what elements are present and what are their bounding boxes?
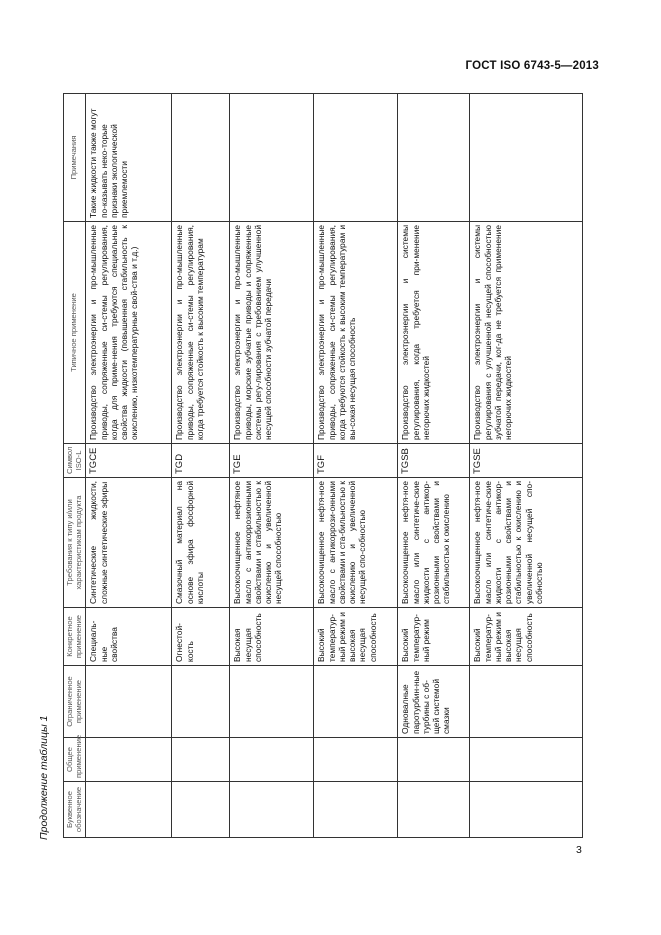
table-row [86,94,172,838]
cell-specific: Высокий температур-ный режим [398,608,470,666]
cell-requirements: Высокоочищенное нефтя-ное масло с антикоррози-онными свойствами и ста-бильностью к окислению и увеличенной несущей спо-собностью [314,478,398,608]
cell-symbol: TGCE [86,444,172,478]
cell-letter [230,782,314,838]
cell-general [314,738,398,782]
cell-letter [86,782,172,838]
table-stage [63,94,583,838]
cell-notes: Такие жидкости также могут по-казывать неко-торые признаки экологической приемлемости [86,94,172,222]
cell-typical: Производство электроэнергии и про-мышленные приводы, сопряженные си-стемы регулирования, когда для приме-нения требуются специальные свойства жидкости (повышенная стабильность к окислению, низкотемпературные свой-ства и т.д.) [86,222,172,444]
header-symbol: Символ ISO-L [64,444,86,478]
cell-symbol: TGSE [470,444,583,478]
cell-specific: Высокий температур-ный режим и высокая несущая способность [314,608,398,666]
rotated-table-wrapper [63,94,583,838]
cell-general [172,738,230,782]
cell-notes [470,94,583,222]
cell-typical: Производство электроэнергии и про-мышленные приводы, морские зубчатые приводы и сопряженные системы регу-лирования с требованием улучшенной несущей способности зубчатой передачи [230,222,314,444]
classification-table [63,93,583,838]
cell-symbol: TGE [230,444,314,478]
table-header-row [64,94,86,838]
cell-notes [172,94,230,222]
cell-letter [172,782,230,838]
table-continuation-caption: Продолжение таблицы 1 [38,715,50,840]
table-row [172,94,230,838]
cell-specific: Высокая несущая способность [230,608,314,666]
header-restricted: Ограниченное применение [64,666,86,738]
cell-general [470,738,583,782]
cell-letter [470,782,583,838]
cell-notes [314,94,398,222]
cell-requirements: Высокоочищенное нефтя-ное масло или синтетиче-ские жидкости с антикор-розионными свойствами и стабильностью к окислению и увеличенной несущей спо-собностью [470,478,583,608]
header-notes: Примечания [64,94,86,222]
cell-typical: Производство электроэнергии и системы регулирования с улучшенной несущей способностью зубчатой передачи, ког-да не требуется применение негорючих жидкостей [470,222,583,444]
cell-requirements: Высокоочищенное нефтяное масло с антикоррозионными свойствами и стабильностью к окислению и увеличенной несущей способностью [230,478,314,608]
cell-symbol: TGF [314,444,398,478]
cell-general [398,738,470,782]
cell-typical: Производство электроэнергии и про-мышленные приводы, сопряженные си-стемы регулирования, когда требуются стойкость к высоким температурам и вы-сокая несущая способность [314,222,398,444]
cell-restricted [230,666,314,738]
cell-letter [314,782,398,838]
page-number: 3 [576,844,582,856]
cell-notes [398,94,470,222]
cell-symbol: TGD [172,444,230,478]
cell-specific: Специаль-ные свойства [86,608,172,666]
header-specific: Конкретное применение [64,608,86,666]
header-requirements: Требования к типу и/или характеристикам продукта [64,478,86,608]
cell-symbol: TGSB [398,444,470,478]
cell-restricted [86,666,172,738]
cell-general [230,738,314,782]
cell-typical: Производство электроэнергии и про-мышленные приводы, сопряженные си-стемы регулирования, когда требуется стойкость к высоким температурам [172,222,230,444]
cell-requirements: Синтетические жидкости, сложные синтетические эфиры [86,478,172,608]
header-general: Общее применение [64,738,86,782]
table-row [314,94,398,838]
cell-letter [398,782,470,838]
header-typical: Типичное применение [64,222,86,444]
cell-restricted [470,666,583,738]
cell-general [86,738,172,782]
table-row [470,94,583,838]
cell-restricted [314,666,398,738]
cell-notes [230,94,314,222]
cell-restricted [172,666,230,738]
cell-restricted: Одновалные паротурбин-ные турбины с об-щей системой смазки [398,666,470,738]
standard-header: ГОСТ ISO 6743-5—2013 [465,60,599,72]
cell-specific: Высокий температур-ный режим и высокая несущая способность [470,608,583,666]
header-letter: Буквенное обозначение [64,782,86,838]
cell-typical: Производство электроэнергии и системы регулирования, когда требуется при-менение негорючих жидкостей [398,222,470,444]
table-row [230,94,314,838]
table-row [398,94,470,838]
cell-requirements: Смазочный материал на основе эфира фосфорной кислоты [172,478,230,608]
cell-specific: Огнестой-кость [172,608,230,666]
cell-requirements: Высокоочищенное нефтя-ное масло или синтетиче-ские жидкости с антикор-розионными свойствами и стабильностью к окислению [398,478,470,608]
